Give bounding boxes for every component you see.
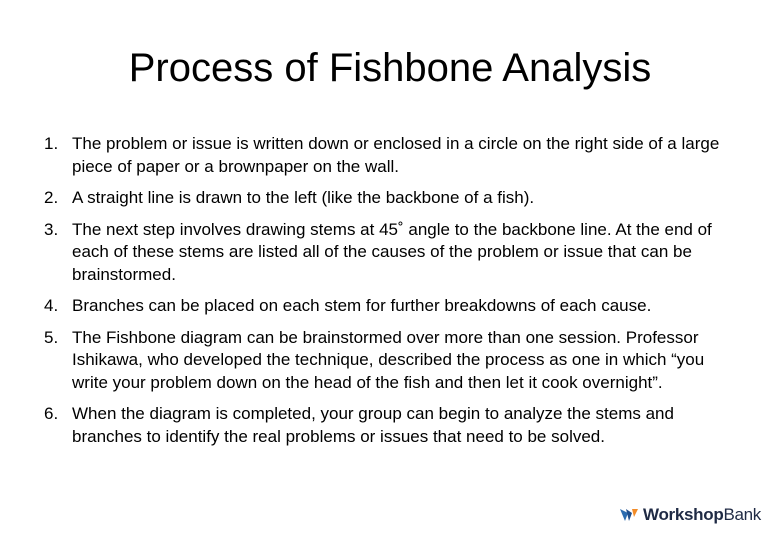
step-number: 4.: [44, 296, 59, 315]
step-number: 6.: [44, 404, 59, 423]
logo-text: [643, 505, 761, 525]
step-item: [44, 403, 744, 448]
step-number: 1.: [44, 134, 59, 153]
step-number: 2.: [44, 188, 59, 207]
step-text: A straight line is drawn to the left (like the backbone of a fish).: [72, 188, 535, 207]
step-item: [44, 133, 744, 178]
step-item: [44, 327, 744, 395]
step-item: [44, 295, 744, 318]
slide-title: Process of Fishbone Analysis: [128, 46, 652, 90]
step-text: When the diagram is completed, your group can begin to analyze the stems and branches to identify the real problems or issues that need to be solved.: [72, 404, 674, 446]
step-item: [44, 219, 744, 287]
step-text: The next step involves drawing stems at 45˚ angle to the backbone line. At the end of each of these stems are listed all of the causes of the problem or issue that can be brainstormed.: [72, 219, 712, 284]
logo-text-bank: Bank: [723, 505, 761, 524]
step-text: Branches can be placed on each stem for further breakdowns of each cause.: [72, 296, 652, 315]
workshopbank-logo[interactable]: [618, 503, 761, 527]
workshopbank-logo-icon: [618, 505, 640, 525]
steps-list: [44, 133, 744, 457]
step-text: The problem or issue is written down or enclosed in a circle on the right side of a large piece of paper or a brownpaper on the wall.: [72, 134, 720, 176]
logo-text-workshop: Workshop: [643, 505, 724, 524]
step-number: 5.: [44, 327, 59, 347]
step-number: 3.: [44, 219, 59, 239]
step-item: [44, 187, 744, 210]
step-text: The Fishbone diagram can be brainstormed over more than one session. Professor Ishikawa, who developed the technique, described the process as one in which “you write your problem down on the head of the fish and then let it cook overnight”.: [72, 327, 705, 392]
